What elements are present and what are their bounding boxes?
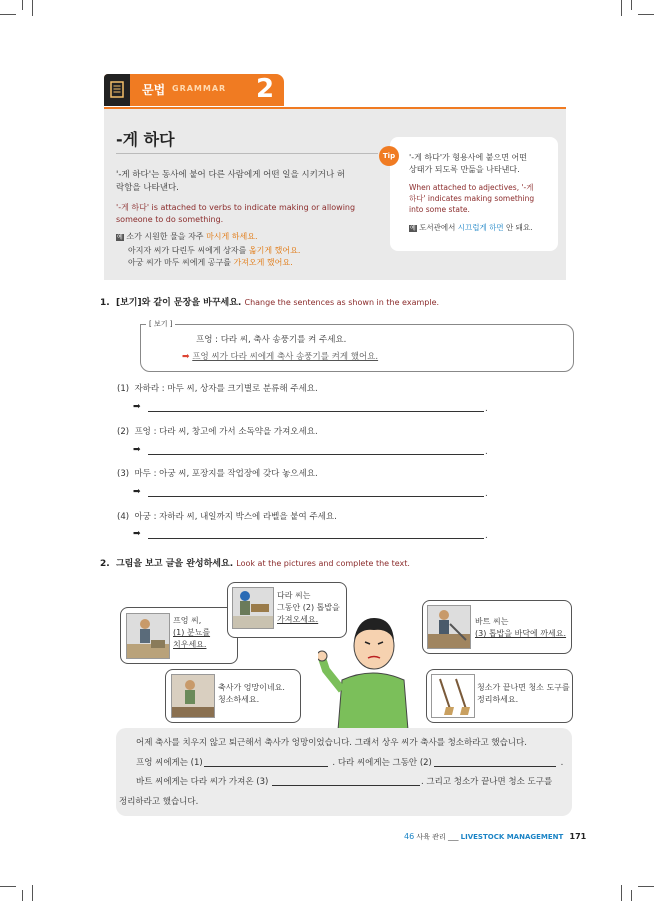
question: [117, 510, 337, 522]
tip-example-text: 안 돼요.: [503, 223, 533, 232]
answer-period: .: [485, 531, 488, 541]
section-number: 1.: [100, 298, 110, 308]
answer-line[interactable]: [148, 411, 484, 412]
question-text: 프엉 : 다라 씨, 창고에 가서 소독약을 가져오세요.: [134, 427, 318, 437]
bubble-text: [218, 682, 285, 706]
tip-en: [409, 182, 555, 215]
example-text: 소가 시원한 물을 자주: [126, 232, 207, 241]
example-text: 아지자 씨가 다린두 씨에게 상자를: [128, 245, 249, 255]
tab-sublabel: GRAMMAR: [172, 84, 227, 93]
blank-line[interactable]: [272, 785, 420, 786]
arrow-icon: ➡: [133, 402, 141, 412]
paragraph-line: [136, 775, 552, 787]
question-text: 아궁 : 자하라 씨, 내일까지 박스에 라벨을 붙여 주세요.: [134, 512, 337, 522]
bubble-line: 치우세요.: [173, 640, 207, 649]
question-number: (1): [117, 384, 130, 394]
bubble-line: 정리하세요.: [477, 695, 519, 704]
barn-illustration: [171, 674, 215, 718]
grammar-title: -게 하다: [116, 130, 175, 149]
manager-icon: [318, 600, 428, 730]
tab-number: 2: [256, 74, 275, 104]
bubble-line: 청소가 끝나면 청소 도구를: [477, 683, 570, 692]
answer-line[interactable]: [148, 496, 484, 497]
grammar-desc-ko: [116, 169, 378, 195]
crop-mark: [22, 0, 23, 10]
tip-example-text: 도서관에서: [419, 223, 458, 232]
example-highlight: 마시게 하세요.: [206, 232, 258, 241]
example-mark: 예: [117, 234, 123, 241]
answer-line[interactable]: [148, 538, 484, 539]
desc-line: 락함을 나타낸다.: [116, 183, 179, 193]
tip-ko: [409, 152, 555, 176]
blank-line[interactable]: [434, 766, 556, 767]
barn-worker-icon: [172, 675, 214, 717]
tip-icon: Tip: [379, 146, 399, 166]
answer-period: .: [485, 489, 488, 499]
bubble-line: 프엉 씨,: [173, 616, 202, 625]
bubble-line: 축사가 엉망이네요.: [218, 683, 285, 692]
section1-title: [100, 295, 439, 308]
arrow-icon: ➡: [133, 445, 141, 455]
bubble-line: 다라 씨는: [277, 591, 311, 600]
answer-line[interactable]: [148, 454, 484, 455]
section-title-en: Change the sentences as shown in the example.: [244, 298, 440, 307]
example-box: [140, 324, 574, 372]
example-line: 프엉 : 다라 씨, 축사 송풍기를 켜 주세요.: [196, 335, 347, 345]
tip-example: [409, 221, 555, 235]
question-number: (3): [117, 469, 130, 479]
tip-line: into some state.: [409, 205, 470, 214]
paragraph-text: .: [560, 758, 564, 768]
crop-mark: [0, 14, 16, 15]
page-footer: [404, 832, 586, 842]
example-highlight: 옮기게 했어요.: [248, 245, 301, 255]
footer-dash: ___: [447, 833, 459, 841]
question-text: 자하라 : 마두 씨, 상자를 크기별로 분류해 주세요.: [134, 384, 318, 394]
answer-period: .: [485, 404, 488, 414]
worker-raking-icon: [428, 606, 470, 648]
arrow-icon: ➡: [133, 529, 141, 539]
paragraph-text: 바트 씨에게는 다라 씨가 가져온 (3): [136, 777, 269, 787]
paragraph-text: . 그리고 청소가 끝나면 청소 도구를: [421, 777, 553, 787]
bubble-text: [477, 682, 570, 706]
crop-mark: [638, 886, 654, 887]
example-text: 아궁 씨가 마두 씨에게 공구를: [128, 258, 234, 267]
crop-mark: [621, 885, 622, 901]
crop-mark: [621, 0, 622, 16]
bubble-line: (1) 분뇨를: [173, 628, 211, 637]
tip-line: 하다' indicates making something: [409, 194, 535, 203]
desc-line: '-게 하다' is attached to verbs to indicate making or allowing: [116, 203, 356, 212]
section-number: 2.: [100, 559, 110, 569]
arrow-icon: ➡: [133, 487, 141, 497]
example-answer-row: [182, 350, 378, 362]
tip-example-highlight: 시끄럽게 하면: [457, 223, 504, 232]
example-highlight: 가져오게 했어요.: [233, 258, 293, 267]
worker-with-cart-icon: [233, 588, 273, 628]
section2-title: [100, 556, 410, 569]
bubble-line: 청소하세요.: [218, 695, 260, 704]
example-mark: 예: [410, 225, 416, 232]
grammar-desc-en: [116, 202, 378, 226]
blank-line[interactable]: [204, 766, 328, 767]
book-title-en: LIVESTOCK MANAGEMENT: [460, 833, 564, 841]
divider: [116, 153, 378, 154]
crop-mark: [631, 0, 632, 10]
grammar-examples: [116, 231, 378, 270]
bubble-text: [475, 616, 566, 640]
crop-mark: [638, 14, 654, 15]
paragraph-line: 어제 축사를 치우지 않고 퇴근해서 축사가 엉망이었습니다. 그래서 상우 씨가 축사를 청소하라고 했습니다.: [136, 738, 527, 748]
bubble-line: 그동안 (2) 톱밥을: [277, 603, 340, 612]
page-number-right: 171: [569, 832, 587, 841]
answer-period: .: [485, 447, 488, 457]
question: [117, 425, 318, 437]
desc-line: someone to do something.: [116, 215, 224, 224]
example-answer: 프엉 씨가 다라 씨에게 축사 송풍기를 켜게 했어요.: [192, 352, 379, 362]
document-icon: [104, 74, 130, 106]
manager-illustration: [318, 600, 428, 730]
page-number-left: 46: [404, 832, 415, 841]
tab-label: 문법: [142, 83, 166, 97]
paragraph-text: 프엉 씨에게는 (1): [136, 758, 203, 768]
arrow-icon: ➡: [182, 352, 190, 362]
crop-mark: [0, 886, 16, 887]
tools-illustration: [431, 674, 475, 718]
desc-line: '-게 하다'는 동사에 붙어 다른 사람에게 어떤 일을 시키거나 허: [116, 170, 346, 180]
worker-illustration: [126, 613, 170, 659]
question-number: (2): [117, 427, 130, 437]
section-title-en: Look at the pictures and complete the text.: [236, 559, 410, 568]
crop-mark: [32, 885, 33, 901]
bubble-text: [173, 615, 210, 651]
section-title-text: [보기]와 같이 문장을 바꾸세요.: [115, 298, 242, 308]
tip-line: '-게 하다'가 형용사에 붙으면 어떤: [409, 153, 527, 162]
section-title-text: 그림을 보고 글을 완성하세요.: [115, 559, 234, 569]
paragraph-line: [136, 756, 563, 768]
tip-line: When attached to adjectives, '-게: [409, 183, 534, 192]
question-text: 마두 : 아궁 씨, 포장지를 작업장에 갖다 놓으세요.: [134, 469, 318, 479]
crop-mark: [631, 890, 632, 901]
example-tag: [ 보기 ]: [146, 319, 175, 329]
bubble-line: 바트 씨는: [475, 617, 509, 626]
question: [117, 382, 318, 394]
book-title: 사육 관리: [416, 833, 446, 841]
worker-with-wheelbarrow-icon: [127, 614, 169, 658]
broom-icon: [432, 675, 474, 717]
bubble-line: (3) 톱밥을 바닥에 까세요.: [475, 629, 567, 638]
question-number: (4): [117, 512, 130, 522]
question: [117, 467, 318, 479]
crop-mark: [22, 890, 23, 901]
tip-line: 상태가 되도록 만듦을 나타낸다.: [409, 165, 520, 174]
paragraph-text: . 다라 씨에게는 그동안 (2): [332, 758, 432, 768]
crop-mark: [32, 0, 33, 16]
paragraph-line: 정리하라고 했습니다.: [119, 797, 199, 807]
worker-illustration: [427, 605, 471, 649]
worker-illustration: [232, 587, 274, 629]
bubble-line: 가져오세요.: [277, 615, 319, 624]
